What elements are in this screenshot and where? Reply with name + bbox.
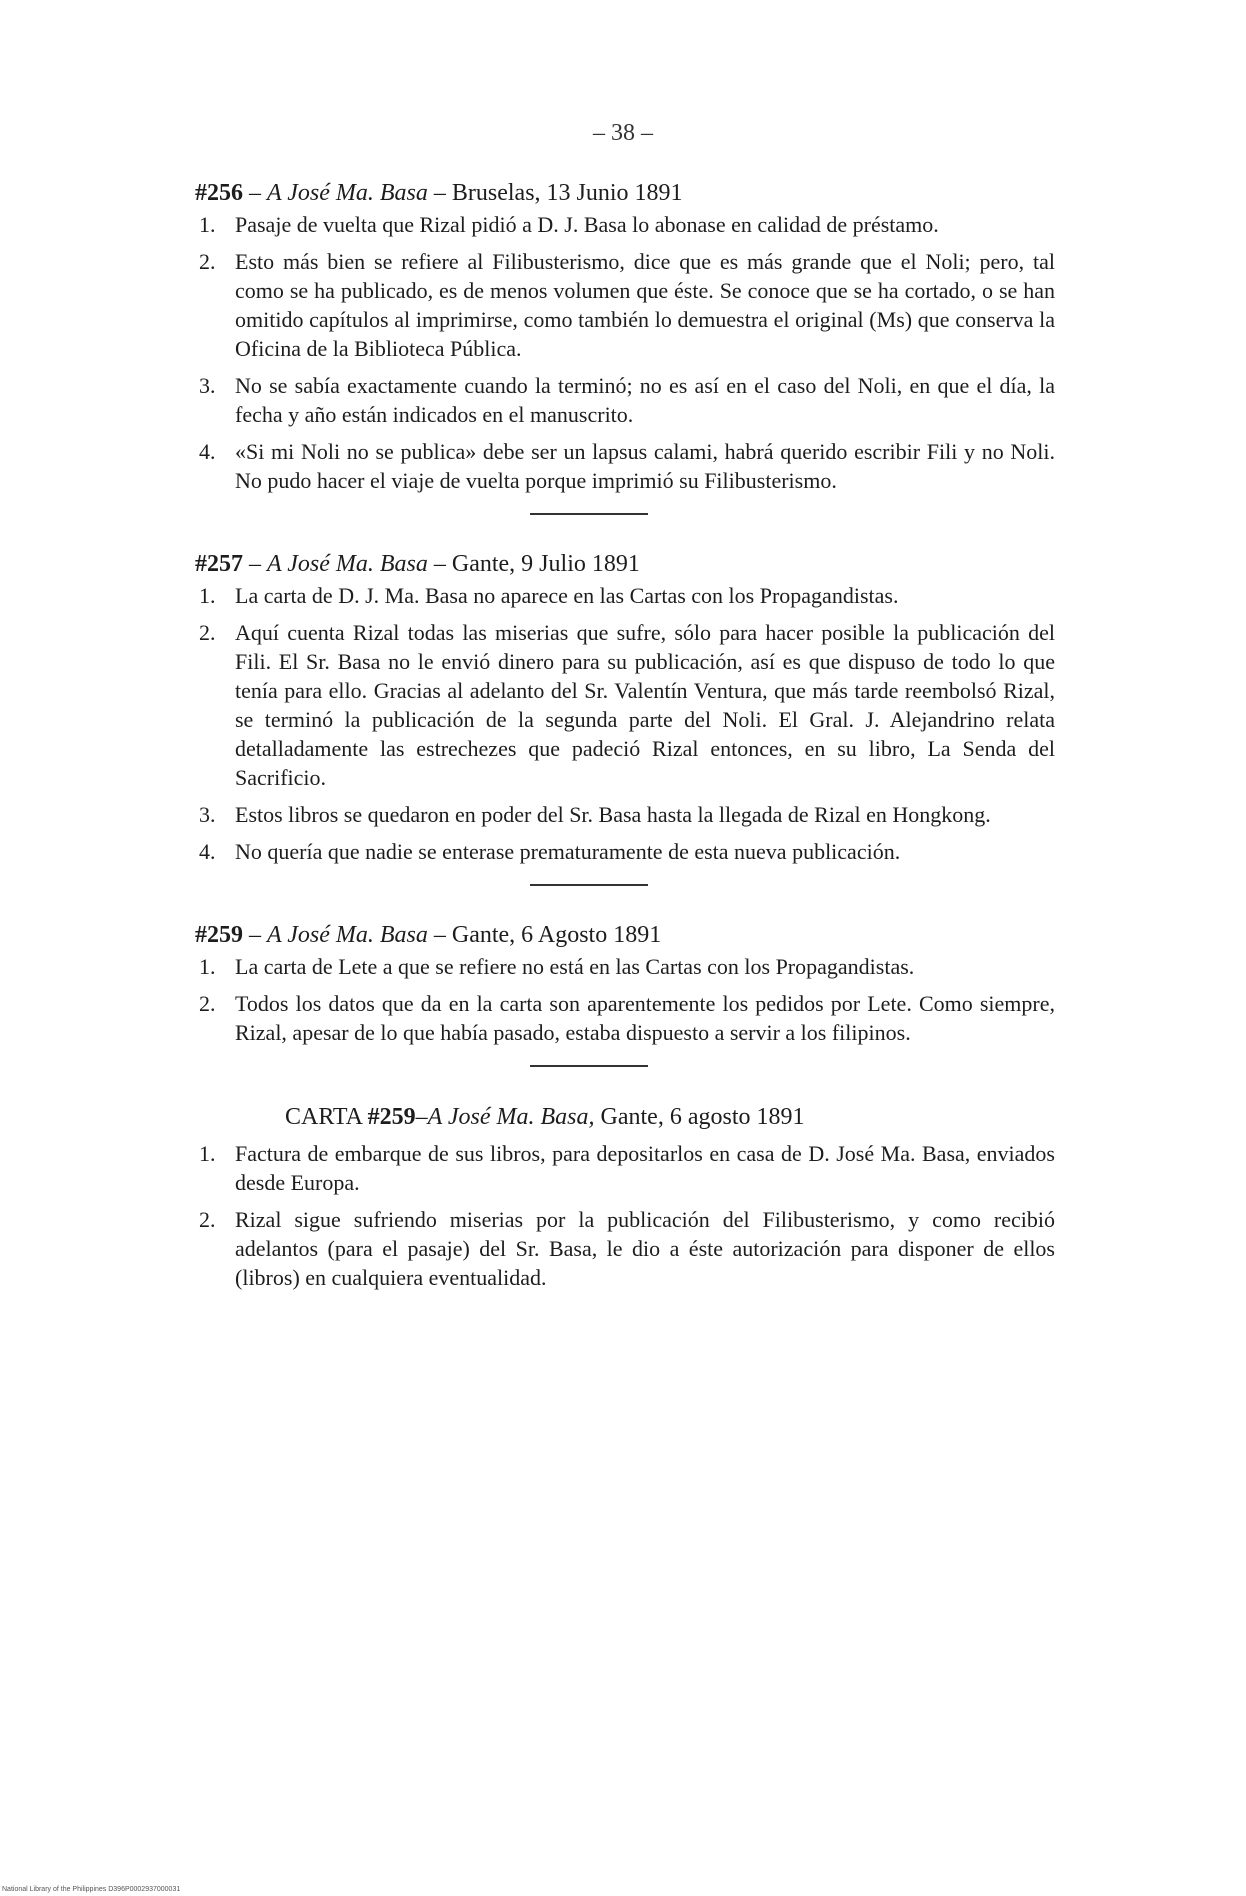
letter-number: #259 — [195, 922, 243, 948]
page-number: – 38 – — [593, 120, 653, 146]
notes-list — [195, 210, 1055, 495]
letter-place-date: – Gante, 6 Agosto 1891 — [427, 922, 662, 948]
letter-addressee: A José Ma. Basa — [267, 922, 428, 948]
letter-place-date: – Bruselas, 13 Junio 1891 — [427, 180, 683, 206]
letter-section-259 — [195, 920, 1055, 1047]
note-item: 2. Esto más bien se refiere al Filibusterismo, dice que es más grande que el Noli; pero, tal como se ha publicado, es de menos volumen que éste. Se conoce que se ha cortado, o se han omitido capítulos al imprimirse, como también lo demuestra el original (Ms) que conserva la Oficina de la Biblioteca Pública. — [199, 249, 1055, 361]
letter-section-257 — [195, 549, 1055, 866]
note-item: 3. No se sabía exactamente cuando la terminó; no es así en el caso del Noli, en que el día, la fecha y año están indicados en el manuscrito. — [199, 373, 1055, 427]
letter-heading: #257 – A José Ma. Basa – Gante, 9 Julio 1891 — [195, 551, 640, 577]
letter-section-256 — [195, 178, 1055, 495]
note-item: 4. No quería que nadie se enterase prematuramente de esta nueva publicación. — [199, 839, 901, 864]
carta-number: #259 — [367, 1104, 416, 1130]
notes-list — [195, 952, 1055, 1047]
document-body — [195, 178, 1055, 1302]
letter-heading: #259 – A José Ma. Basa – Gante, 6 Agosto 1891 — [195, 922, 662, 948]
letter-heading: #256 – A José Ma. Basa – Bruselas, 13 Junio 1891 — [195, 180, 683, 206]
notes-list — [195, 1139, 1055, 1292]
note-item: 4. «Si mi Noli no se publica» debe ser un lapsus calami, habrá querido escribir Fili y no Noli. No pudo hacer el viaje de vuelta porque imprimió su Filibusterismo. — [199, 439, 1055, 493]
letter-addressee: A José Ma. Basa — [267, 180, 428, 206]
note-item: 1. La carta de D. J. Ma. Basa no aparece en las Cartas con los Propagandistas. — [199, 583, 899, 608]
notes-list — [195, 581, 1055, 866]
carta-heading: CARTA #259–A José Ma. Basa, Gante, 6 agosto 1891 — [285, 1104, 805, 1130]
note-item: 1. Factura de embarque de sus libros, para depositarlos en casa de D. José Ma. Basa, enviados desde Europa. — [199, 1141, 1055, 1195]
carta-place-date: Gante, 6 agosto 1891 — [594, 1104, 805, 1130]
note-item: 2. Todos los datos que da en la carta son aparentemente los pedidos por Lete. Como siempre, Rizal, apesar de lo que había pasado, estaba dispuesto a servir a los filipinos. — [199, 991, 1055, 1045]
letter-place-date: – Gante, 9 Julio 1891 — [427, 551, 640, 577]
section-divider — [530, 1065, 648, 1067]
letter-number: #256 — [195, 180, 243, 206]
scan-footer: National Library of the Philippines D396P0002937000031 — [2, 1886, 181, 1893]
note-item: 2. Aquí cuenta Rizal todas las miserias que sufre, sólo para hacer posible la publicación del Fili. El Sr. Basa no le envió dinero para su publicación, así es que dispuso de todo lo que tenía para ello. Gracias al adelanto del Sr. Valentín Ventura, que más tarde reembolsó Rizal, se terminó la publicación de la segunda parte del Noli. El Gral. J. Alejandrino relata detalladamente las estrechezes que padeció Rizal entonces, en su libro, La Senda del Sacrificio. — [199, 620, 1055, 790]
note-item: 3. Estos libros se quedaron en poder del Sr. Basa hasta la llegada de Rizal en Hongkong. — [199, 802, 991, 827]
section-divider — [530, 884, 648, 886]
carta-section-259 — [195, 1101, 1055, 1292]
note-item: 1. Pasaje de vuelta que Rizal pidió a D. J. Basa lo abonase en calidad de préstamo. — [199, 212, 939, 237]
section-divider — [530, 513, 648, 515]
letter-addressee: A José Ma. Basa — [267, 551, 428, 577]
carta-addressee: A José Ma. Basa, — [427, 1104, 595, 1130]
letter-number: #257 — [195, 551, 243, 577]
note-item: 2. Rizal sigue sufriendo miserias por la publicación del Filibusterismo, y como recibió adelantos (para el pasaje) del Sr. Basa, le dio a éste autorización para disponer de ellos (libros) en cualquiera eventualidad. — [199, 1207, 1055, 1290]
note-item: 1. La carta de Lete a que se refiere no está en las Cartas con los Propagandistas. — [199, 954, 915, 979]
